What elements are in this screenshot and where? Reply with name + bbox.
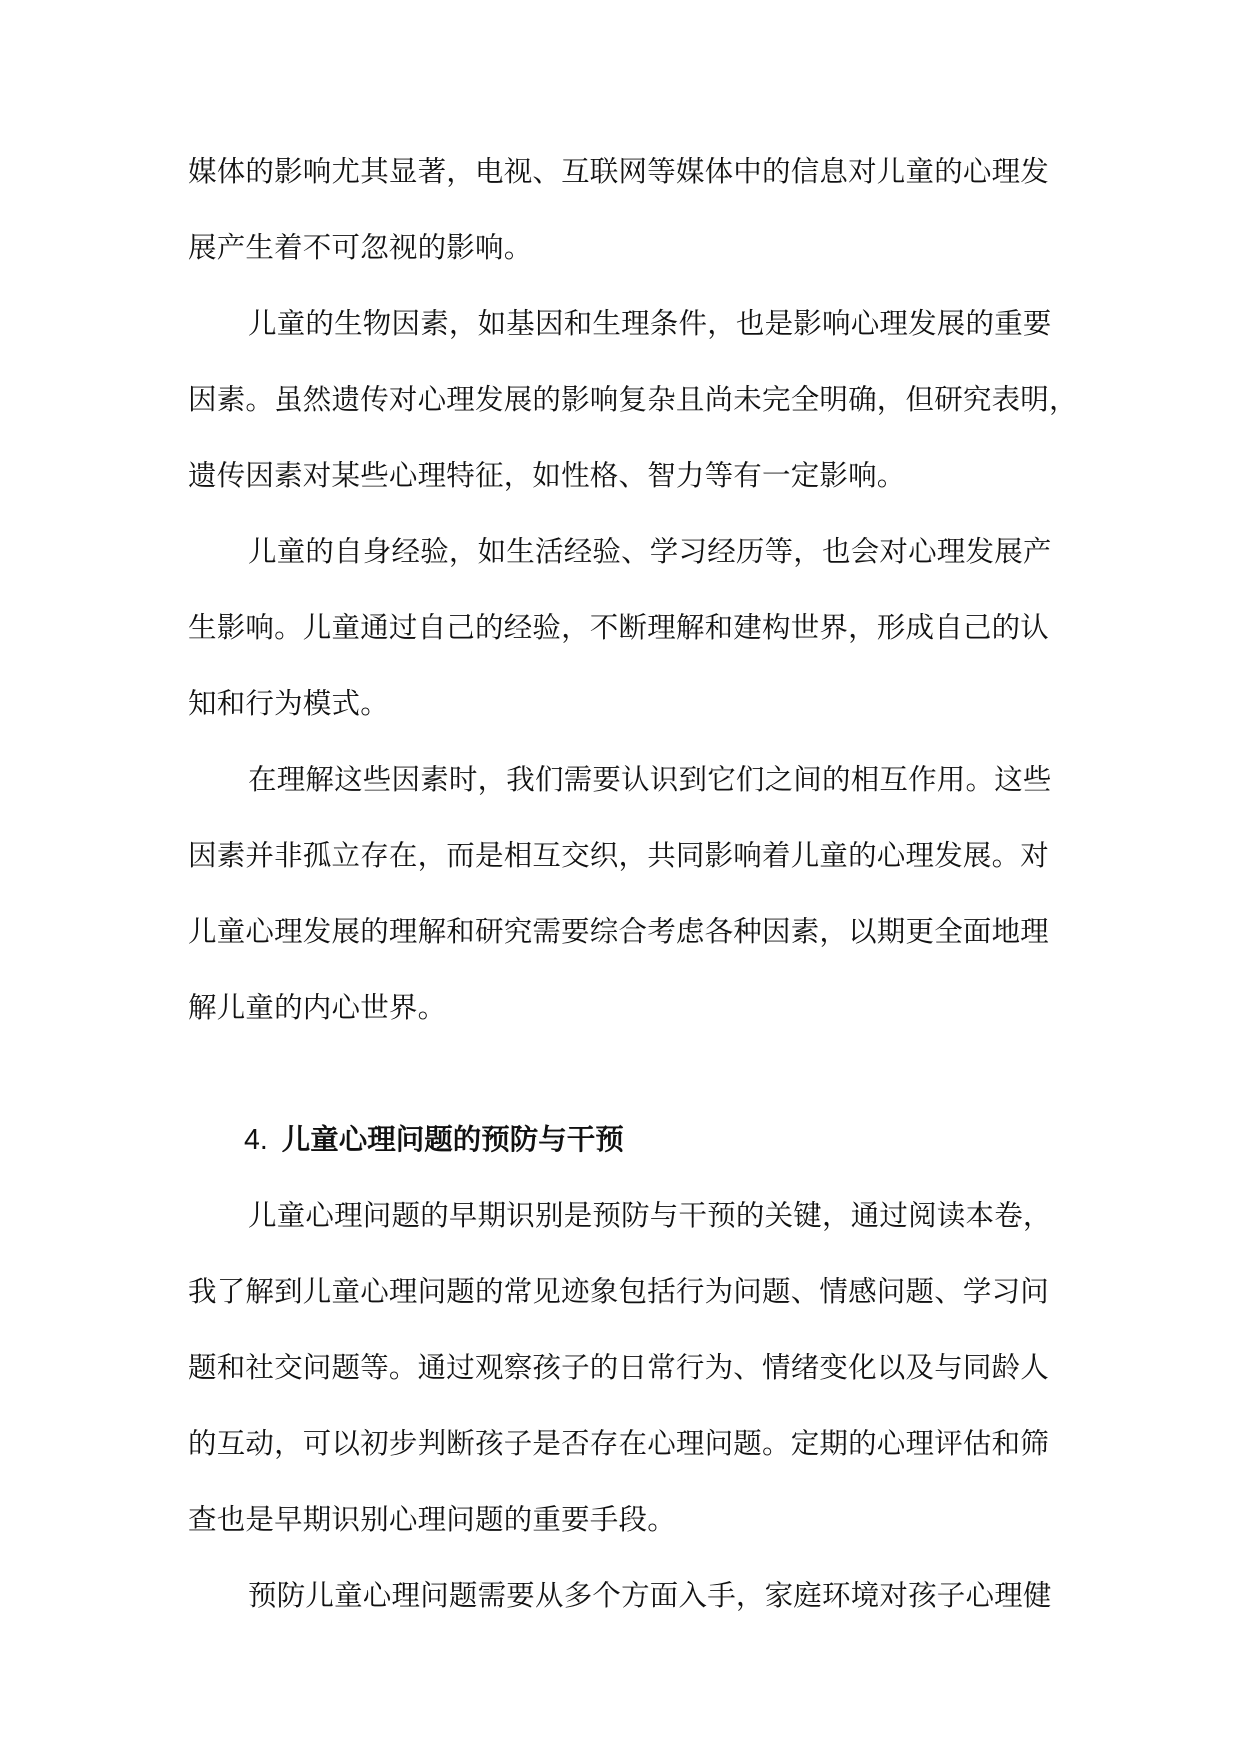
paragraph-interaction: [188, 750, 1054, 1054]
paragraph-line: 知和行为模式。: [188, 687, 389, 720]
paragraph-line: 题和社交问题等。通过观察孩子的日常行为、情绪变化以及与同龄人: [188, 1351, 1050, 1384]
paragraph-own-experience: [188, 522, 1054, 750]
paragraph-line: 生影响。儿童通过自己的经验，不断理解和建构世界，形成自己的认: [188, 611, 1050, 644]
section-title: 儿童心理问题的预防与干预: [281, 1123, 624, 1156]
paragraph-line: 媒体的影响尤其显著，电视、互联网等媒体中的信息对儿童的心理发: [188, 155, 1050, 188]
paragraph-line: 儿童心理问题的早期识别是预防与干预的关键，通过阅读本卷，: [248, 1199, 1052, 1232]
paragraph-line: 我了解到儿童心理问题的常见迹象包括行为问题、情感问题、学习问: [188, 1275, 1050, 1308]
document-body: [188, 142, 1078, 1642]
paragraph-line: 解儿童的内心世界。: [188, 991, 447, 1024]
paragraph-line: 的互动，可以初步判断孩子是否存在心理问题。定期的心理评估和筛: [188, 1427, 1050, 1460]
paragraph-line: 儿童心理发展的理解和研究需要综合考虑各种因素，以期更全面地理: [188, 915, 1050, 948]
paragraph-early-identification: [188, 1186, 1054, 1566]
paragraph-line: 查也是早期识别心理问题的重要手段。: [188, 1503, 676, 1536]
paragraph-line: 因素并非孤立存在，而是相互交织，共同影响着儿童的心理发展。对: [188, 839, 1050, 872]
paragraph-line: 展产生着不可忽视的影响。: [188, 231, 533, 264]
paragraph-line: 因素。虽然遗传对心理发展的影响复杂且尚未完全明确，但研究表明，: [188, 383, 1078, 416]
paragraph-prevention: [188, 1566, 1054, 1642]
section-number: 4.: [244, 1124, 268, 1156]
paragraph-line: 遗传因素对某些心理特征，如性格、智力等有一定影响。: [188, 459, 906, 492]
paragraph-line: 在理解这些因素时，我们需要认识到它们之间的相互作用。这些: [248, 763, 1052, 796]
paragraph-line: 儿童的生物因素，如基因和生理条件，也是影响心理发展的重要: [248, 307, 1052, 340]
paragraph-biological-factors: [188, 294, 1078, 522]
section-heading: [188, 1110, 1054, 1186]
paragraph-line: 预防儿童心理问题需要从多个方面入手，家庭环境对孩子心理健: [248, 1579, 1052, 1612]
paragraph-media-influence: [188, 142, 1054, 294]
paragraph-line: 儿童的自身经验，如生活经验、学习经历等，也会对心理发展产: [248, 535, 1052, 568]
